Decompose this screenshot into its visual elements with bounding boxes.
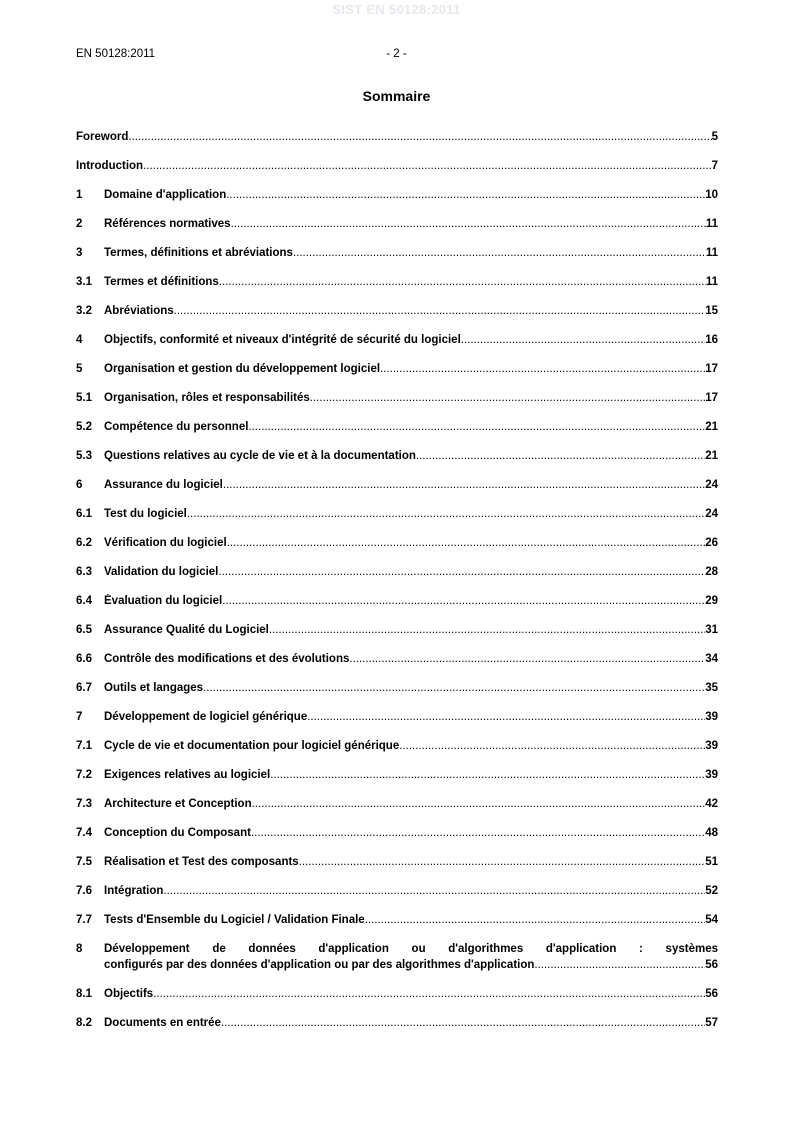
toc-entry-page: 39 xyxy=(705,711,718,723)
toc-entry-number: 5.2 xyxy=(76,421,92,433)
toc-entry-title-line-2: configurés par des données d'application ou par des algorithmes d'application xyxy=(104,959,535,971)
toc-entry-title: Tests d'Ensemble du Logiciel / Validation Finale xyxy=(104,914,365,926)
toc-entry-number: 3 xyxy=(76,247,83,259)
toc-entry-title: Réalisation et Test des composants xyxy=(104,856,299,868)
toc-entry-number: 2 xyxy=(76,218,83,230)
toc-entry-title: Cycle de vie et documentation pour logiciel générique xyxy=(104,740,400,752)
toc-entry-3-1[interactable] xyxy=(76,275,718,289)
toc-entry-number: 5 xyxy=(76,363,83,375)
toc-entry-6-3[interactable] xyxy=(76,565,718,579)
toc-entry-page: 57 xyxy=(705,1017,718,1029)
toc-entry-page: 48 xyxy=(705,827,718,839)
toc-entry-number: 7.4 xyxy=(76,827,92,839)
toc-entry-foreword[interactable] xyxy=(76,130,718,144)
toc-entry-number: 1 xyxy=(76,189,83,201)
toc-entry-6-7[interactable] xyxy=(76,681,718,695)
toc-entry-title: Questions relatives au cycle de vie et à la documentation xyxy=(104,450,416,462)
toc-entry-title: Vérification du logiciel xyxy=(104,537,227,549)
toc-entry-page: 31 xyxy=(705,624,718,636)
toc-entry-number: 7.6 xyxy=(76,885,92,897)
toc-entry-page: 56 xyxy=(705,959,718,971)
toc-entry-page: 24 xyxy=(705,508,718,520)
toc-entry-7-1[interactable] xyxy=(76,739,718,753)
toc-entry-title: Références normatives xyxy=(104,218,231,230)
toc-entry-title: Domaine d'application xyxy=(104,189,227,201)
toc-entry-title: Objectifs, conformité et niveaux d'intégrité de sécurité du logiciel xyxy=(104,334,461,346)
toc-entry-3[interactable] xyxy=(76,246,718,260)
page-number: - 2 - xyxy=(386,48,407,60)
toc-entry-page: 52 xyxy=(705,885,718,897)
toc-entry-6[interactable] xyxy=(76,478,718,492)
toc-entry-page: 15 xyxy=(705,305,718,317)
toc-entry-number: 8.1 xyxy=(76,988,92,1000)
toc-entry-number: 6.7 xyxy=(76,682,92,694)
toc-entry-7[interactable] xyxy=(76,710,718,724)
toc-entry-page: 29 xyxy=(705,595,718,607)
toc-entry-4[interactable] xyxy=(76,333,718,347)
document-id: EN 50128:2011 xyxy=(76,48,156,60)
toc-entry-8-1[interactable] xyxy=(76,987,718,1001)
toc-entry-7-7[interactable] xyxy=(76,913,718,927)
toc-entry-5[interactable] xyxy=(76,362,718,376)
toc-entry-7-4[interactable] xyxy=(76,826,718,840)
toc-entry-title: Termes, définitions et abréviations xyxy=(104,247,293,259)
toc-entry-6-2[interactable] xyxy=(76,536,718,550)
toc-entry-5-3[interactable] xyxy=(76,449,718,463)
toc-entry-title: Outils et langages xyxy=(104,682,204,694)
toc-entry-title: Organisation et gestion du développement logiciel xyxy=(104,363,381,375)
toc-entry-8-2[interactable] xyxy=(76,1016,718,1030)
toc-entry-6-6[interactable] xyxy=(76,652,718,666)
table-of-contents xyxy=(76,130,718,1030)
toc-entry-title: Termes et définitions xyxy=(104,276,219,288)
toc-entry-title: Compétence du personnel xyxy=(104,421,249,433)
toc-entry-page: 17 xyxy=(705,363,718,375)
toc-entry-title: Validation du logiciel xyxy=(104,566,219,578)
toc-entry-title: Foreword xyxy=(76,131,129,143)
toc-entry-number: 8 xyxy=(76,943,83,955)
toc-entry-title: Évaluation du logiciel xyxy=(104,595,223,607)
toc-entry-title: Introduction xyxy=(76,160,144,172)
toc-entry-number: 7.1 xyxy=(76,740,92,752)
toc-entry-7-6[interactable] xyxy=(76,884,718,898)
toc-entry-1[interactable] xyxy=(76,188,718,202)
toc-entry-number: 5.3 xyxy=(76,450,92,462)
toc-entry-number: 7.3 xyxy=(76,798,92,810)
toc-entry-introduction[interactable] xyxy=(76,159,718,173)
toc-entry-number: 4 xyxy=(76,334,83,346)
toc-entry-page: 21 xyxy=(705,421,718,433)
toc-entry-page: 54 xyxy=(705,914,718,926)
toc-entry-number: 7.5 xyxy=(76,856,92,868)
toc-entry-title: Contrôle des modifications et des évolutions xyxy=(104,653,350,665)
toc-entry-title: Assurance du logiciel xyxy=(104,479,223,491)
toc-entry-page: 26 xyxy=(705,537,718,549)
toc-entry-number: 6 xyxy=(76,479,83,491)
toc-entry-page: 51 xyxy=(705,856,718,868)
toc-entry-7-2[interactable] xyxy=(76,768,718,782)
toc-entry-page: 11 xyxy=(705,247,718,259)
toc-entry-6-5[interactable] xyxy=(76,623,718,637)
toc-entry-page: 10 xyxy=(705,189,718,201)
toc-entry-page: 34 xyxy=(705,653,718,665)
toc-title: Sommaire xyxy=(362,88,431,104)
toc-entry-6-4[interactable] xyxy=(76,594,718,608)
toc-entry-page: 5 xyxy=(711,131,718,143)
toc-entry-page: 35 xyxy=(705,682,718,694)
toc-entry-title: Abréviations xyxy=(104,305,174,317)
toc-entry-number: 3.1 xyxy=(76,276,92,288)
toc-entry-title-line-1: Développement de données d'application ou d'algorithmes d'application : systèmes xyxy=(104,943,718,955)
toc-entry-number: 6.3 xyxy=(76,566,92,578)
toc-entry-page: 39 xyxy=(705,740,718,752)
toc-entry-number: 6.5 xyxy=(76,624,92,636)
toc-entry-page: 24 xyxy=(705,479,718,491)
toc-entry-page: 42 xyxy=(705,798,718,810)
toc-entry-page: 17 xyxy=(705,392,718,404)
toc-entry-title: Test du logiciel xyxy=(104,508,187,520)
toc-entry-page: 39 xyxy=(705,769,718,781)
toc-entry-7-3[interactable] xyxy=(76,797,718,811)
toc-entry-page: 56 xyxy=(705,988,718,1000)
toc-entry-title: Documents en entrée xyxy=(104,1017,221,1029)
toc-entry-number: 5.1 xyxy=(76,392,92,404)
toc-entry-5-1[interactable] xyxy=(76,391,718,405)
toc-entry-number: 7 xyxy=(76,711,83,723)
toc-entry-number: 6.2 xyxy=(76,537,92,549)
toc-entry-8[interactable] xyxy=(76,942,718,972)
toc-entry-title: Assurance Qualité du Logiciel xyxy=(104,624,269,636)
toc-entry-title: Intégration xyxy=(104,885,164,897)
toc-entry-title: Architecture et Conception xyxy=(104,798,252,810)
toc-entry-number: 7.7 xyxy=(76,914,92,926)
toc-entry-title: Conception du Composant xyxy=(104,827,251,839)
toc-entry-3-2[interactable] xyxy=(76,304,718,318)
toc-entry-page: 28 xyxy=(705,566,718,578)
toc-entry-page: 21 xyxy=(705,450,718,462)
toc-entry-page: 11 xyxy=(705,276,718,288)
toc-entry-number: 8.2 xyxy=(76,1017,92,1029)
toc-entry-title: Objectifs xyxy=(104,988,154,1000)
toc-entry-7-5[interactable] xyxy=(76,855,718,869)
toc-entry-page: 7 xyxy=(711,160,718,172)
toc-entry-title: Organisation, rôles et responsabilités xyxy=(104,392,310,404)
watermark: SIST EN 50128:2011 xyxy=(332,2,461,17)
toc-entry-page: 16 xyxy=(705,334,718,346)
toc-entry-page: 11 xyxy=(705,218,718,230)
toc-entry-number: 6.1 xyxy=(76,508,92,520)
toc-entry-title: Développement de logiciel générique xyxy=(104,711,308,723)
toc-entry-number: 6.4 xyxy=(76,595,92,607)
toc-entry-5-2[interactable] xyxy=(76,420,718,434)
toc-entry-number: 7.2 xyxy=(76,769,92,781)
toc-entry-number: 6.6 xyxy=(76,653,92,665)
toc-entry-6-1[interactable] xyxy=(76,507,718,521)
toc-entry-title: Exigences relatives au logiciel xyxy=(104,769,271,781)
toc-entry-2[interactable] xyxy=(76,217,718,231)
toc-entry-number: 3.2 xyxy=(76,305,92,317)
